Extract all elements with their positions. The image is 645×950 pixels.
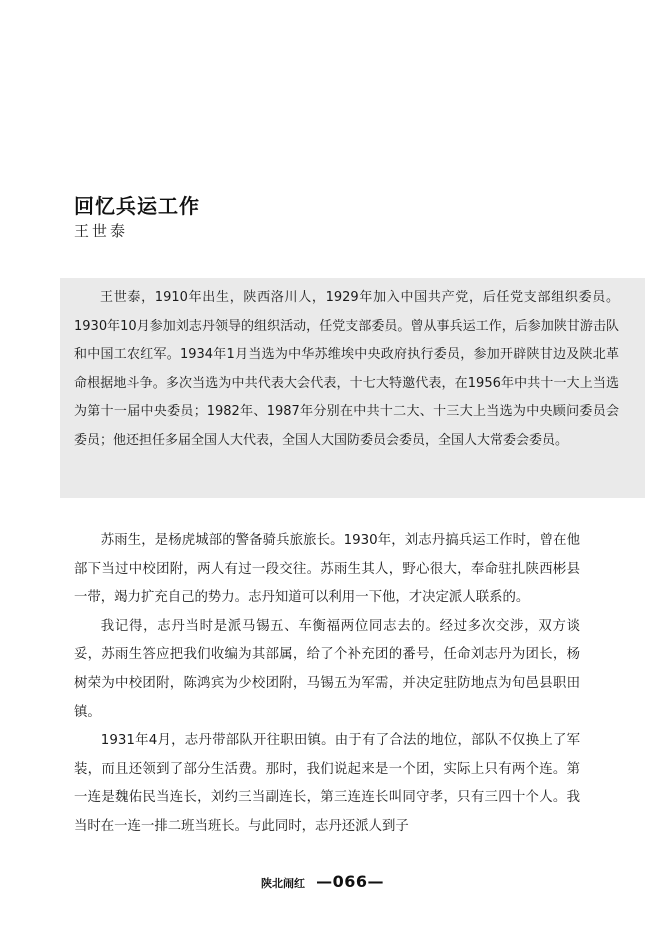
page-footer <box>0 872 645 891</box>
journal-name: 陕北闹红 <box>261 877 305 890</box>
author-bio-text: 王世泰，1910年出生，陕西洛川人，1929年加入中国共产党，后任党支部组织委员。1930年10月参加刘志丹领导的组织活动，任党支部委员。曾从事兵运工作，后参加陕甘游击队和中国工农红军。1934年1月当选为中华苏维埃中央政府执行委员，参加开辟陕甘边及陕北革命根据地斗争。多次当选为中共代表大会代表，十七大特邀代表，在1956年中共十一大上当选为第十一届中央委员；1982年、1987年分别在中共十二大、十三大上当选为中央顾问委员会委员；他还担任多届全国人大代表，全国人大国防委员会委员，全国人大常委会委员。 <box>74 290 619 448</box>
author-bio-box <box>60 278 645 498</box>
body-paragraph-1: 苏雨生，是杨虎城部的警备骑兵旅旅长。1930年，刘志丹搞兵运工作时，曾在他部下当过中校团附，两人有过一段交往。苏雨生其人，野心很大，奉命驻扎陕西彬县一带，竭力扩充自己的势力。志丹知道可以利用一下他，才决定派人联系的。 <box>74 533 580 606</box>
body-paragraph-2: 我记得，志丹当时是派马锡五、车衡福两位同志去的。经过多次交涉，双方谈妥，苏雨生答应把我们收编为其部属，给了个补充团的番号，任命刘志丹为团长，杨树荣为中校团附，陈鸿宾为少校团附，马锡五为军需，并决定驻防地点为旬邑县职田镇。 <box>74 618 580 720</box>
page-number: —066— <box>316 872 384 891</box>
article-author: 王世泰 <box>74 222 129 240</box>
article-title: 回忆兵运工作 <box>74 194 200 218</box>
article-body <box>74 527 580 842</box>
body-paragraph-3: 1931年4月，志丹带部队开往职田镇。由于有了合法的地位，部队不仅换上了军装，而且还领到了部分生活费。那时，我们说起来是一个团，实际上只有两个连。第一连是魏佑民当连长，刘约三当副连长，第三连连长叫同守孝，只有三四十个人。我当时在一连一排二班当班长。与此同时，志丹还派人到子 <box>74 733 580 834</box>
